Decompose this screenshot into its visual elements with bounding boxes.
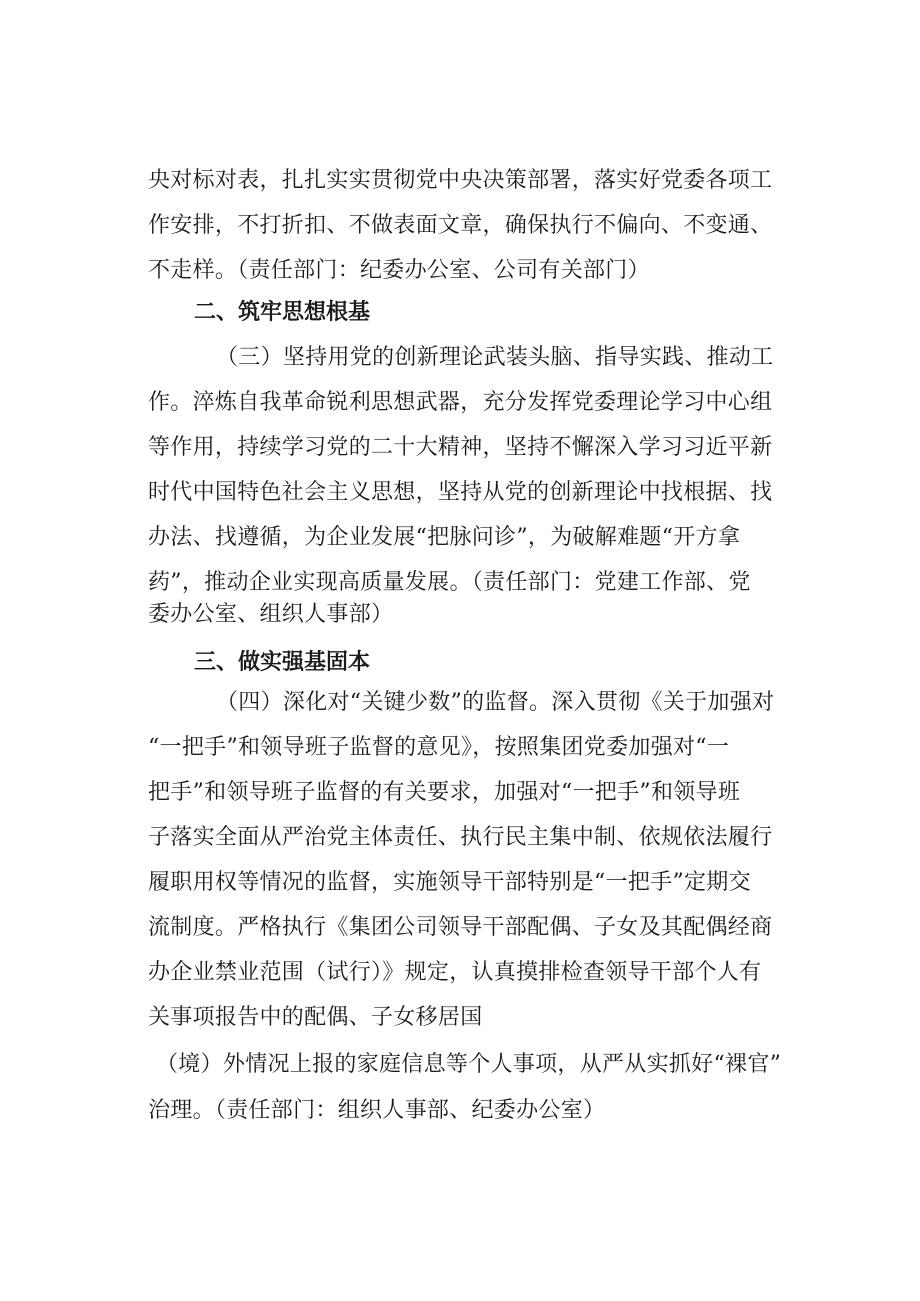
paragraph-line: 子落实全面从严治党主体责任、执行民主集中制、依规依法履行 (148, 825, 773, 850)
paragraph-line: 等作用，持续学习党的二十大精神，坚持不懈深入学习习近平新 (148, 435, 773, 460)
paragraph-line: 把手”和领导班子监督的有关要求，加强对“一把手”和领导班 (148, 780, 741, 805)
paragraph-line: 办法、找遵循，为企业发展“把脉问诊”，为破解难题“开方拿 (148, 525, 741, 550)
paragraph-line: 关事项报告中的配偶、子女移居国 (148, 1005, 483, 1030)
section-heading: 二、筑牢思想根基 (194, 300, 371, 325)
paragraph-line: 作。淬炼自我革命锐利思想武器，充分发挥党委理论学习中心组 (148, 390, 773, 415)
paragraph-line: 流制度。严格执行《集团公司领导干部配偶、子女及其配偶经商 (148, 915, 773, 940)
paragraph-line: “一把手”和领导班子监督的意见》，按照集团党委加强对“一 (148, 735, 730, 760)
paragraph-line: （三）坚持用党的创新理论武装头脑、指导实践、推动工 (216, 345, 774, 370)
paragraph-line: 药”，推动企业实现高质量发展。（责任部门：党建工作部、党 (148, 570, 751, 595)
paragraph-line: 办企业禁业范围（试行）》规定，认真摸排检查领导干部个人有 (148, 960, 762, 985)
paragraph-line: 央对标对表，扎扎实实贯彻党中央决策部署，落实好党委各项工 (148, 168, 773, 193)
paragraph-line: 不走样。（责任部门：纪委办公室、公司有关部门） (148, 258, 650, 283)
paragraph-line: 履职用权等情况的监督，实施领导干部特别是“一把手”定期交 (148, 870, 751, 895)
paragraph-line: 委办公室、组织人事部） (148, 602, 394, 627)
section-heading: 三、做实强基固本 (194, 650, 371, 675)
paragraph-line: 时代中国特色社会主义思想，坚持从党的创新理论中找根据、找 (148, 480, 773, 505)
paragraph-line: 作安排，不打折扣、不做表面文章，确保执行不偏向、不变通、 (148, 213, 773, 238)
paragraph-line: （四）深化对“关键少数”的监督。深入贯彻《关于加强对 (216, 690, 775, 715)
paragraph-line: （境）外情况上报的家庭信息等个人事项，从严从实抓好“裸官” (156, 1052, 782, 1077)
paragraph-line: 治理。（责任部门：组织人事部、纪委办公室） (148, 1098, 606, 1123)
